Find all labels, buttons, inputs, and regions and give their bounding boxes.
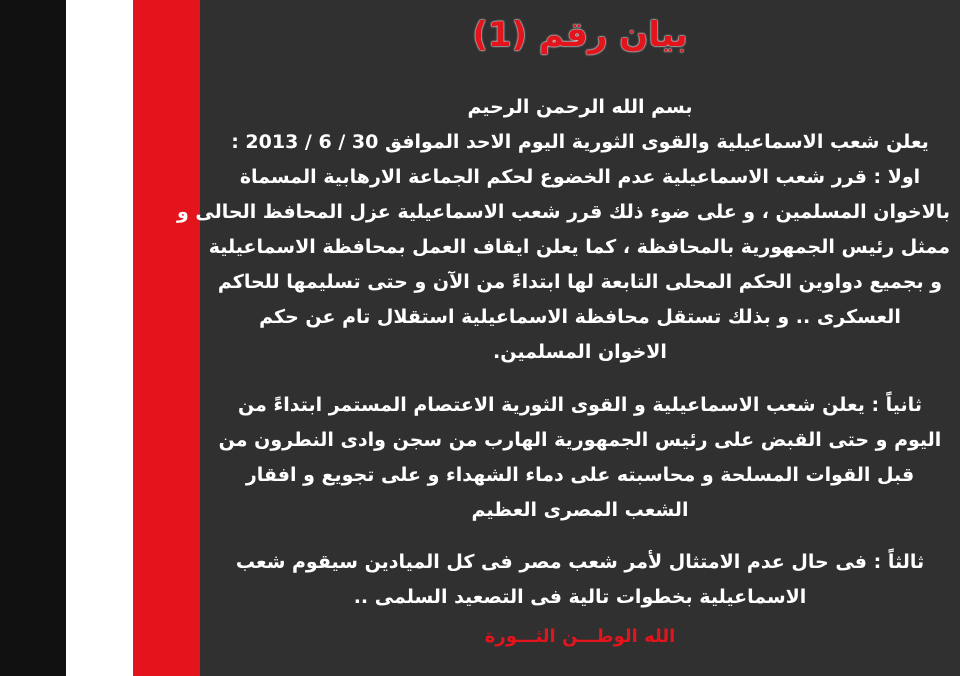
signature: الله الوطـــن الثـــورة <box>484 626 676 647</box>
paragraph-line: العسكرى .. و بذلك تستقل محافظة الاسماعيلية استقلال تام عن حكم <box>259 306 901 328</box>
paragraph-line: ثانياً : يعلن شعب الاسماعيلية و القوى الثورية الاعتصام المستمر ابتداءً من <box>238 394 922 416</box>
paragraph-line: الاخوان المسلمين. <box>493 341 667 363</box>
flag-stripe-red <box>133 0 200 676</box>
flag-stripe-white <box>66 0 133 676</box>
statement-intro <box>210 90 950 160</box>
paragraph-line: الاسماعيلية بخطوات تالية فى التصعيد السلمى .. <box>353 586 807 608</box>
paragraph-first <box>177 160 950 370</box>
paragraph-third <box>210 545 950 615</box>
paragraph-line: اولا : قرر شعب الاسماعيلية عدم الخضوع لحكم الجماعة الارهابية المسماة <box>239 166 921 188</box>
paragraph-line: بالاخوان المسلمين ، و على ضوء ذلك قرر شعب الاسماعيلية عزل المحافظ الحالى و <box>177 201 950 223</box>
statement-title: بيان رقم (1) <box>472 15 688 55</box>
paragraph-second <box>210 388 950 528</box>
paragraph-line: الشعب المصرى العظيم <box>471 499 689 521</box>
paragraph-line: ثالثاً : فى حال عدم الامتثال لأمر شعب مصر فى كل الميادين سيقوم شعب <box>235 551 925 573</box>
paragraph-line: و بجميع دواوين الحكم المحلى التابعة لها ابتداءً من الآن و حتى تسليمها للحاكم <box>217 271 943 293</box>
paragraph-line: ممثل رئيس الجمهورية بالمحافظة ، كما يعلن ايقاف العمل بمحافظة الاسماعيلية <box>208 236 950 258</box>
paragraph-line: اليوم و حتى القبض على رئيس الجمهورية الهارب من سجن وادى النطرون من <box>218 429 942 451</box>
announcement-line: يعلن شعب الاسماعيلية والقوى الثورية اليوم الاحد الموافق 30 / 6 / 2013 : <box>231 131 929 153</box>
flag-stripe-black <box>0 0 66 676</box>
paragraph-line: قبل القوات المسلحة و محاسبته على دماء الشهداء و على تجويع و افقار <box>245 464 915 486</box>
basmala: بسم الله الرحمن الرحيم <box>467 96 693 118</box>
